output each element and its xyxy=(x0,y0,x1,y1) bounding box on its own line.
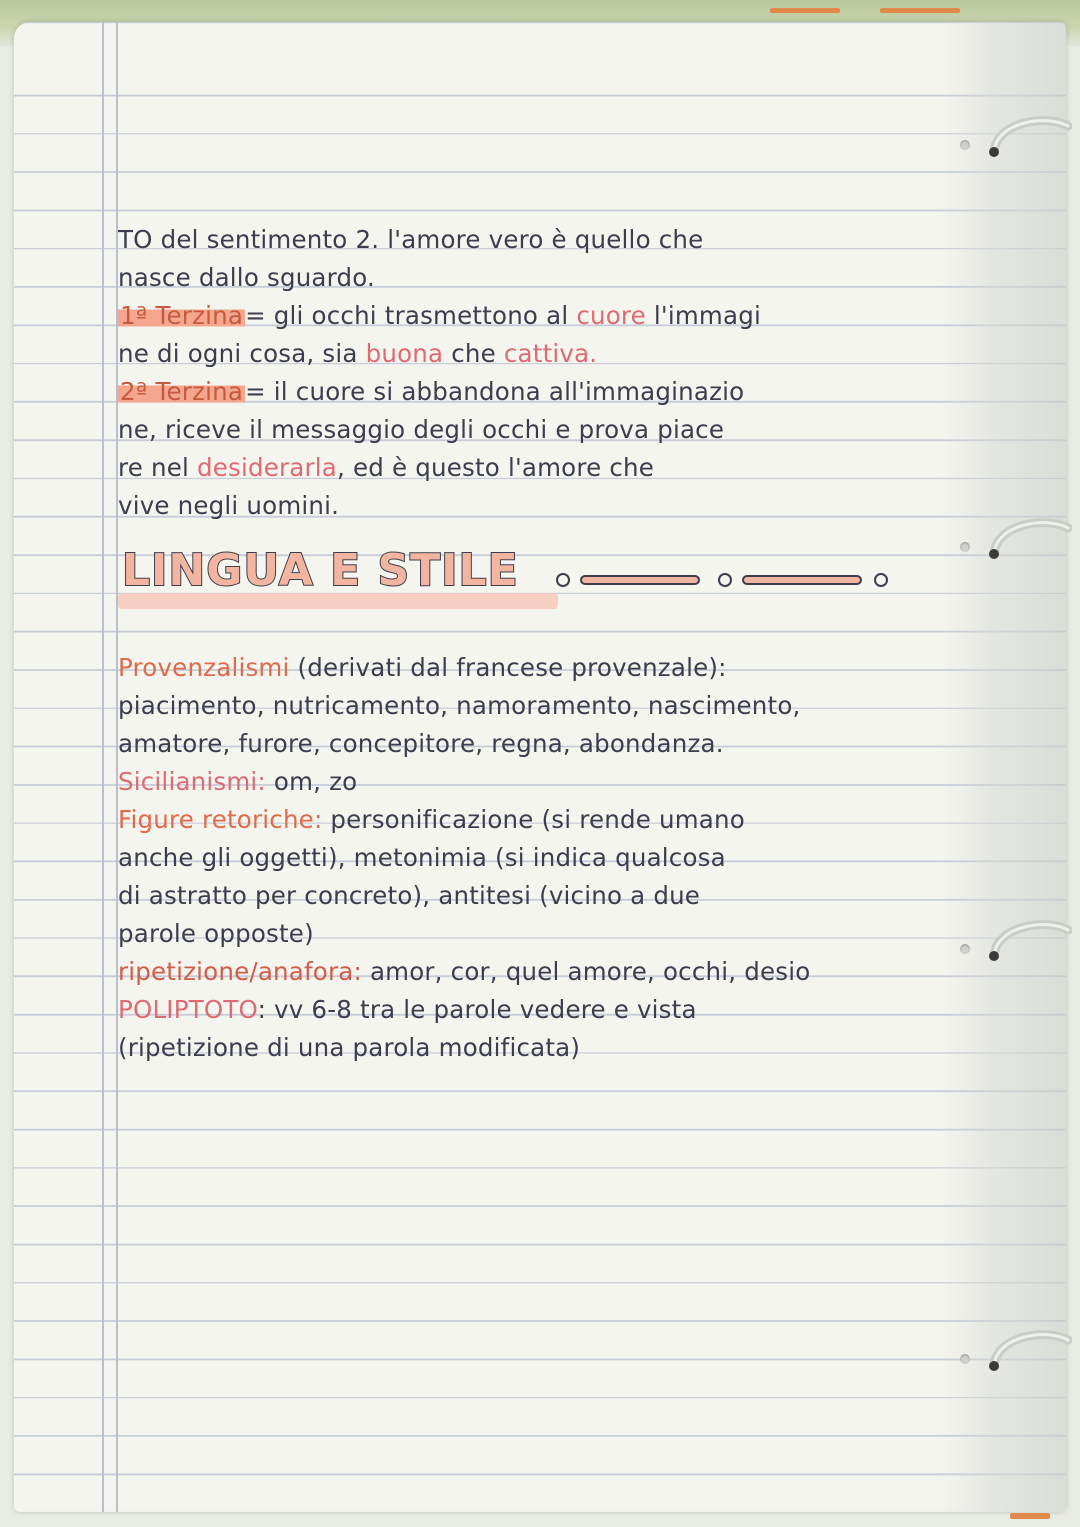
note-text: om, zo xyxy=(265,767,358,796)
note-text: , ed è questo l'amore che xyxy=(337,453,655,482)
binder-ring-icon xyxy=(986,512,1072,582)
bottom-tab-mark xyxy=(1010,1513,1050,1519)
note-text: anche gli oggetti), metonimia (si indica qualcosa xyxy=(118,843,726,872)
binder-ring-icon xyxy=(986,914,1072,984)
binder-ring-icon xyxy=(986,110,1072,180)
note-line xyxy=(118,221,958,259)
note-line xyxy=(118,487,958,525)
note-text: (derivati dal francese provenzale): xyxy=(289,653,727,682)
note-text: TO del sentimento 2. l'amore vero è quello che xyxy=(118,225,704,254)
note-text: amatore, furore, concepitore, regna, abondanza. xyxy=(118,729,724,758)
note-text: piacimento, nutricamento, namoramento, nascimento, xyxy=(118,691,801,720)
binder-ring-icon xyxy=(986,1324,1072,1394)
note-text: parole opposte) xyxy=(118,919,314,948)
highlighted-term: 2ª Terzina xyxy=(120,377,244,406)
note-text: ne, riceve il messaggio degli occhi e prova piace xyxy=(118,415,725,444)
binder-hole xyxy=(960,140,970,150)
section-heading: LINGUA E STILE xyxy=(122,545,519,596)
note-line xyxy=(118,373,958,411)
highlighted-term: 1ª Terzina xyxy=(120,301,244,330)
decorative-bar-icon xyxy=(742,575,862,585)
colored-term: Figure retoriche: xyxy=(118,805,323,834)
note-line xyxy=(118,297,958,335)
colored-term: cattiva. xyxy=(503,339,598,368)
note-line xyxy=(118,687,958,725)
note-text: l'immagi xyxy=(645,301,761,330)
note-text: vive negli uomini. xyxy=(118,491,340,520)
colored-term: POLIPTOTO xyxy=(118,995,258,1024)
note-text: = il cuore si abbandona all'immaginazio xyxy=(245,377,745,406)
section-heading-row xyxy=(118,543,958,619)
note-line xyxy=(118,763,958,801)
colored-term: Sicilianismi: xyxy=(118,767,266,796)
top-tab-mark xyxy=(880,8,960,13)
note-line xyxy=(118,1029,958,1067)
note-line xyxy=(118,877,958,915)
decorative-bar-icon xyxy=(580,575,700,585)
colored-term: Provenzalismi xyxy=(118,653,290,682)
note-line xyxy=(118,839,958,877)
handwritten-notes xyxy=(118,221,958,1067)
notes-block-lingua-stile xyxy=(118,649,958,1067)
note-line xyxy=(118,259,958,297)
colored-term: desiderarla xyxy=(197,453,338,482)
note-text: re nel xyxy=(118,453,197,482)
note-text: (ripetizione di una parola modificata) xyxy=(118,1033,581,1062)
note-line xyxy=(118,449,958,487)
note-line xyxy=(118,915,958,953)
decorative-dot-icon xyxy=(874,573,888,587)
note-text: nasce dallo sguardo. xyxy=(118,263,375,292)
colored-term: cuore xyxy=(576,301,646,330)
top-tab-mark xyxy=(770,8,840,13)
colored-term: ripetizione/anafora: xyxy=(118,957,362,986)
note-text: che xyxy=(443,339,504,368)
margin-line xyxy=(102,22,104,1512)
binder-hole xyxy=(960,542,970,552)
note-line xyxy=(118,335,958,373)
note-text: = gli occhi trasmettono al xyxy=(245,301,577,330)
note-text: ne di ogni cosa, sia xyxy=(118,339,366,368)
note-text: amor, cor, quel amore, occhi, desio xyxy=(361,957,811,986)
note-line xyxy=(118,991,958,1029)
binder-hole xyxy=(960,944,970,954)
note-line xyxy=(118,649,958,687)
notes-block-analysis xyxy=(118,221,958,525)
note-text: di astratto per concreto), antitesi (vicino a due xyxy=(118,881,701,910)
note-line xyxy=(118,725,958,763)
note-line xyxy=(118,953,958,991)
colored-term: buona xyxy=(365,339,444,368)
note-line xyxy=(118,411,958,449)
binder-hole xyxy=(960,1354,970,1364)
decorative-dot-icon xyxy=(556,573,570,587)
note-line xyxy=(118,801,958,839)
decorative-dot-icon xyxy=(718,573,732,587)
note-text: personificazione (si rende umano xyxy=(322,805,745,834)
note-text: : vv 6-8 tra le parole vedere e vista xyxy=(257,995,697,1024)
